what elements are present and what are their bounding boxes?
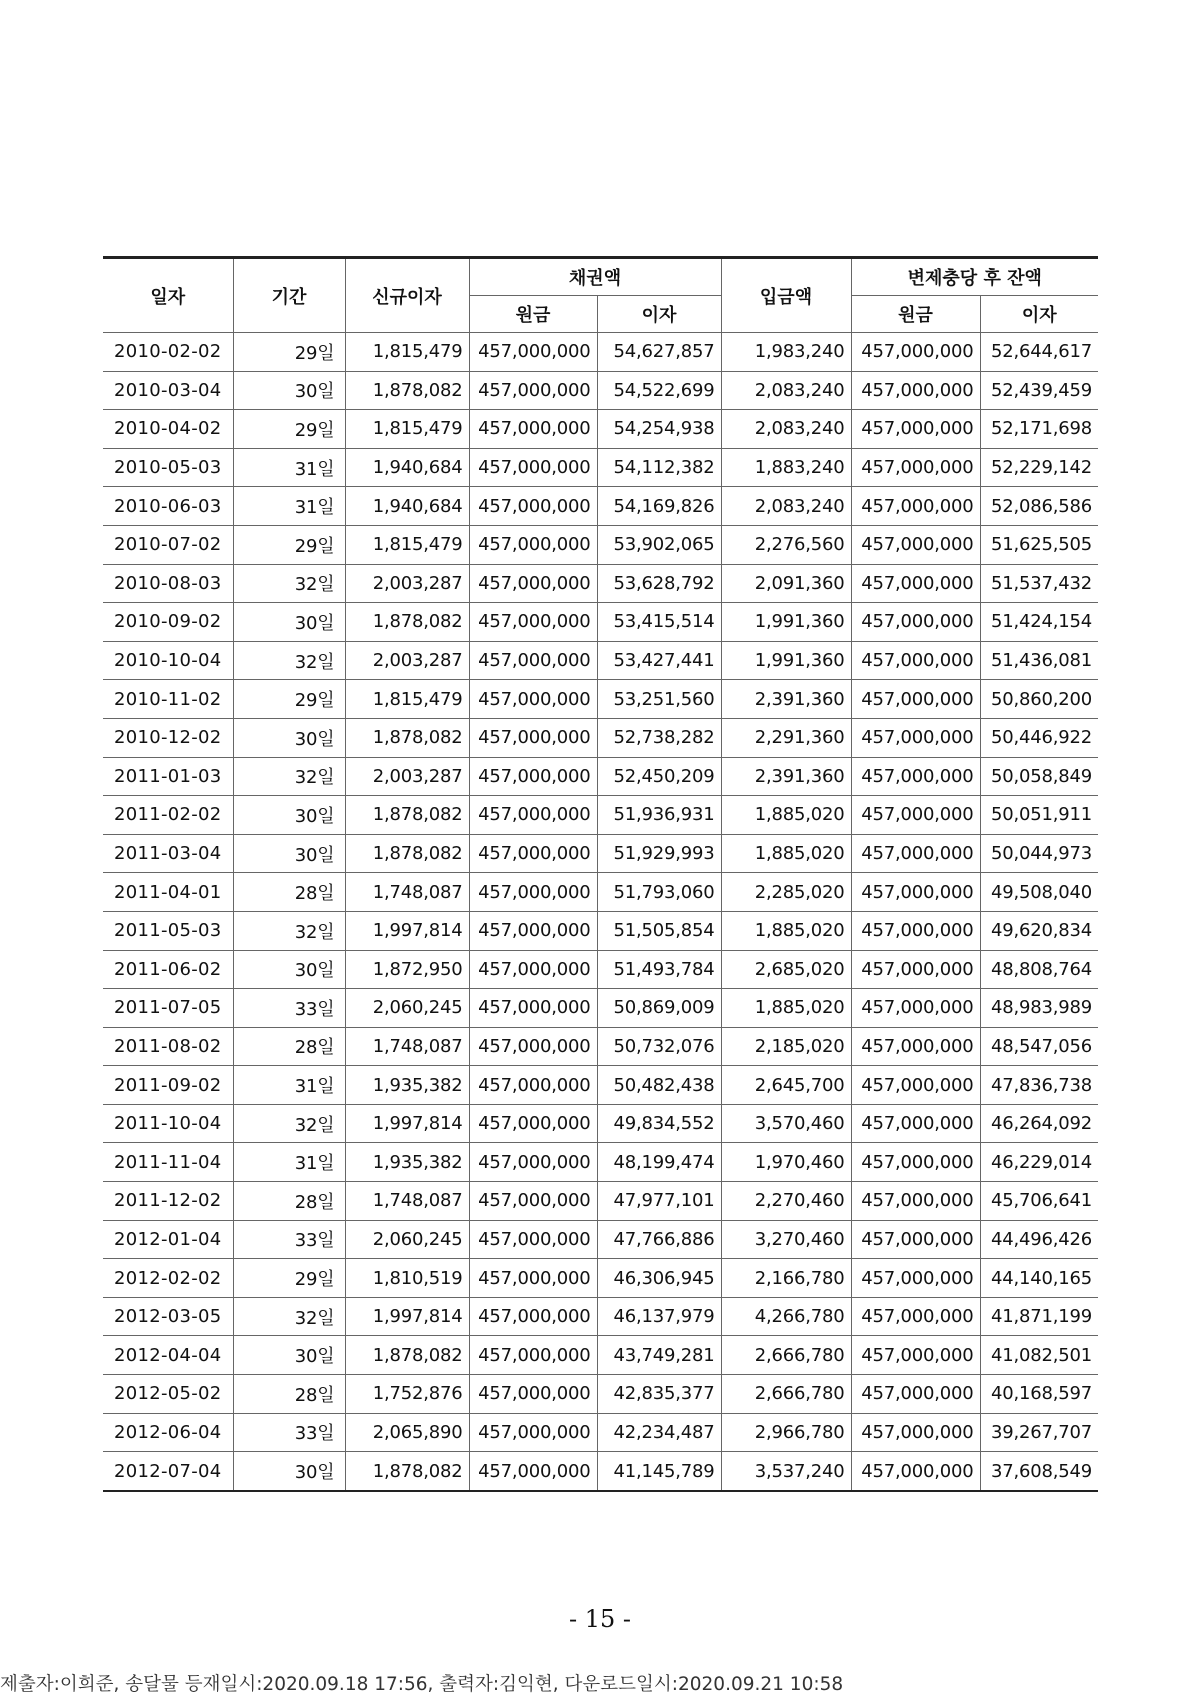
deposit-cell: 1,885,020: [721, 911, 851, 950]
period-cell: 32일: [233, 564, 345, 603]
date-cell: 2011-11-04: [103, 1143, 233, 1182]
balance-interest-cell: 52,439,459: [980, 371, 1098, 410]
claim-interest-cell: 51,929,993: [597, 834, 721, 873]
claim-interest-cell: 47,977,101: [597, 1182, 721, 1221]
date-cell: 2010-11-02: [103, 680, 233, 719]
deposit-cell: 2,666,780: [721, 1375, 851, 1414]
deposit-cell: 2,966,780: [721, 1413, 851, 1452]
deposit-cell: 2,185,020: [721, 1027, 851, 1066]
date-cell: 2011-04-01: [103, 873, 233, 912]
deposit-cell: 2,166,780: [721, 1259, 851, 1298]
claim-principal-cell: 457,000,000: [469, 1297, 597, 1336]
period-cell: 30일: [233, 1452, 345, 1491]
balance-interest-cell: 44,496,426: [980, 1220, 1098, 1259]
table-row: [103, 641, 1098, 680]
claim-interest-cell: 53,628,792: [597, 564, 721, 603]
new-interest-cell: 1,935,382: [345, 1066, 469, 1105]
table-row: [103, 911, 1098, 950]
balance-interest-cell: 47,836,738: [980, 1066, 1098, 1105]
claim-principal-cell: 457,000,000: [469, 796, 597, 835]
date-cell: 2011-06-02: [103, 950, 233, 989]
period-cell: 31일: [233, 1066, 345, 1105]
new-interest-cell: 1,878,082: [345, 718, 469, 757]
new-interest-cell: 1,878,082: [345, 371, 469, 410]
balance-principal-cell: 457,000,000: [851, 1066, 980, 1105]
claim-interest-cell: 53,427,441: [597, 641, 721, 680]
claim-interest-cell: 54,254,938: [597, 410, 721, 449]
period-cell: 29일: [233, 333, 345, 372]
table-row: [103, 1452, 1098, 1491]
new-interest-cell: 1,752,876: [345, 1375, 469, 1414]
balance-interest-cell: 50,044,973: [980, 834, 1098, 873]
claim-principal-cell: 457,000,000: [469, 1066, 597, 1105]
ledger-body: [103, 333, 1098, 1491]
date-cell: 2010-10-04: [103, 641, 233, 680]
claim-principal-cell: 457,000,000: [469, 989, 597, 1028]
balance-principal-cell: 457,000,000: [851, 1182, 980, 1221]
deposit-cell: 1,983,240: [721, 333, 851, 372]
new-interest-cell: 1,748,087: [345, 873, 469, 912]
new-interest-cell: 1,872,950: [345, 950, 469, 989]
claim-principal-cell: 457,000,000: [469, 950, 597, 989]
table-row: [103, 757, 1098, 796]
header-deposit: 입금액: [721, 258, 851, 333]
period-cell: 30일: [233, 950, 345, 989]
balance-principal-cell: 457,000,000: [851, 1413, 980, 1452]
claim-principal-cell: 457,000,000: [469, 873, 597, 912]
date-cell: 2010-03-04: [103, 371, 233, 410]
balance-interest-cell: 51,625,505: [980, 525, 1098, 564]
header-claim-interest: 이자: [597, 296, 721, 333]
table-row: [103, 873, 1098, 912]
balance-principal-cell: 457,000,000: [851, 1336, 980, 1375]
new-interest-cell: 1,997,814: [345, 1297, 469, 1336]
deposit-cell: 2,270,460: [721, 1182, 851, 1221]
table-row: [103, 1027, 1098, 1066]
table-row: [103, 989, 1098, 1028]
deposit-cell: 1,885,020: [721, 989, 851, 1028]
header-new-interest: 신규이자: [345, 258, 469, 333]
balance-interest-cell: 46,264,092: [980, 1104, 1098, 1143]
new-interest-cell: 1,810,519: [345, 1259, 469, 1298]
claim-principal-cell: 457,000,000: [469, 1027, 597, 1066]
claim-interest-cell: 46,137,979: [597, 1297, 721, 1336]
table-row: [103, 1182, 1098, 1221]
header-balance-after: 변제충당 후 잔액: [851, 258, 1098, 296]
balance-principal-cell: 457,000,000: [851, 718, 980, 757]
new-interest-cell: 2,003,287: [345, 757, 469, 796]
balance-principal-cell: 457,000,000: [851, 1220, 980, 1259]
date-cell: 2010-12-02: [103, 718, 233, 757]
table-row: [103, 718, 1098, 757]
balance-principal-cell: 457,000,000: [851, 911, 980, 950]
claim-principal-cell: 457,000,000: [469, 1375, 597, 1414]
interest-ledger-table: [103, 256, 1098, 1492]
claim-principal-cell: 457,000,000: [469, 641, 597, 680]
date-cell: 2012-07-04: [103, 1452, 233, 1491]
new-interest-cell: 1,815,479: [345, 525, 469, 564]
claim-principal-cell: 457,000,000: [469, 1220, 597, 1259]
table-row: [103, 796, 1098, 835]
deposit-cell: 1,885,020: [721, 834, 851, 873]
period-cell: 32일: [233, 641, 345, 680]
balance-principal-cell: 457,000,000: [851, 1297, 980, 1336]
new-interest-cell: 1,815,479: [345, 333, 469, 372]
claim-interest-cell: 51,936,931: [597, 796, 721, 835]
balance-interest-cell: 49,508,040: [980, 873, 1098, 912]
header-date: 일자: [103, 258, 233, 333]
date-cell: 2010-04-02: [103, 410, 233, 449]
date-cell: 2010-08-03: [103, 564, 233, 603]
balance-interest-cell: 52,171,698: [980, 410, 1098, 449]
claim-interest-cell: 41,145,789: [597, 1452, 721, 1491]
deposit-cell: 3,270,460: [721, 1220, 851, 1259]
deposit-cell: 3,537,240: [721, 1452, 851, 1491]
header-balance-principal: 원금: [851, 296, 980, 333]
balance-interest-cell: 44,140,165: [980, 1259, 1098, 1298]
period-cell: 30일: [233, 834, 345, 873]
date-cell: 2011-12-02: [103, 1182, 233, 1221]
table-row: [103, 564, 1098, 603]
claim-interest-cell: 51,505,854: [597, 911, 721, 950]
new-interest-cell: 1,878,082: [345, 834, 469, 873]
deposit-cell: 2,083,240: [721, 487, 851, 526]
deposit-cell: 1,970,460: [721, 1143, 851, 1182]
period-cell: 32일: [233, 1297, 345, 1336]
date-cell: 2011-08-02: [103, 1027, 233, 1066]
claim-interest-cell: 53,415,514: [597, 603, 721, 642]
balance-principal-cell: 457,000,000: [851, 410, 980, 449]
new-interest-cell: 2,003,287: [345, 564, 469, 603]
claim-principal-cell: 457,000,000: [469, 680, 597, 719]
date-cell: 2011-07-05: [103, 989, 233, 1028]
claim-principal-cell: 457,000,000: [469, 757, 597, 796]
table-row: [103, 950, 1098, 989]
claim-interest-cell: 54,627,857: [597, 333, 721, 372]
new-interest-cell: 1,940,684: [345, 487, 469, 526]
period-cell: 29일: [233, 525, 345, 564]
claim-principal-cell: 457,000,000: [469, 564, 597, 603]
date-cell: 2010-09-02: [103, 603, 233, 642]
balance-principal-cell: 457,000,000: [851, 1104, 980, 1143]
claim-interest-cell: 54,169,826: [597, 487, 721, 526]
period-cell: 30일: [233, 796, 345, 835]
deposit-cell: 2,091,360: [721, 564, 851, 603]
balance-interest-cell: 39,267,707: [980, 1413, 1098, 1452]
new-interest-cell: 1,748,087: [345, 1182, 469, 1221]
balance-interest-cell: 50,058,849: [980, 757, 1098, 796]
period-cell: 32일: [233, 1104, 345, 1143]
claim-interest-cell: 48,199,474: [597, 1143, 721, 1182]
balance-interest-cell: 41,871,199: [980, 1297, 1098, 1336]
period-cell: 33일: [233, 1413, 345, 1452]
balance-interest-cell: 41,082,501: [980, 1336, 1098, 1375]
balance-principal-cell: 457,000,000: [851, 873, 980, 912]
balance-principal-cell: 457,000,000: [851, 1259, 980, 1298]
table-row: [103, 333, 1098, 372]
date-cell: 2012-04-04: [103, 1336, 233, 1375]
deposit-cell: 2,645,700: [721, 1066, 851, 1105]
deposit-cell: 2,391,360: [721, 680, 851, 719]
balance-principal-cell: 457,000,000: [851, 680, 980, 719]
table-row: [103, 1104, 1098, 1143]
balance-principal-cell: 457,000,000: [851, 950, 980, 989]
balance-interest-cell: 52,644,617: [980, 333, 1098, 372]
table-row: [103, 1413, 1098, 1452]
claim-interest-cell: 49,834,552: [597, 1104, 721, 1143]
date-cell: 2011-02-02: [103, 796, 233, 835]
claim-principal-cell: 457,000,000: [469, 603, 597, 642]
balance-interest-cell: 48,808,764: [980, 950, 1098, 989]
claim-interest-cell: 42,835,377: [597, 1375, 721, 1414]
deposit-cell: 2,291,360: [721, 718, 851, 757]
balance-principal-cell: 457,000,000: [851, 1452, 980, 1491]
date-cell: 2010-07-02: [103, 525, 233, 564]
balance-interest-cell: 46,229,014: [980, 1143, 1098, 1182]
balance-principal-cell: 457,000,000: [851, 603, 980, 642]
claim-interest-cell: 47,766,886: [597, 1220, 721, 1259]
balance-interest-cell: 49,620,834: [980, 911, 1098, 950]
period-cell: 29일: [233, 410, 345, 449]
balance-principal-cell: 457,000,000: [851, 796, 980, 835]
claim-principal-cell: 457,000,000: [469, 834, 597, 873]
deposit-cell: 2,083,240: [721, 410, 851, 449]
period-cell: 33일: [233, 1220, 345, 1259]
balance-interest-cell: 40,168,597: [980, 1375, 1098, 1414]
period-cell: 28일: [233, 1375, 345, 1414]
period-cell: 31일: [233, 448, 345, 487]
new-interest-cell: 1,878,082: [345, 796, 469, 835]
new-interest-cell: 1,935,382: [345, 1143, 469, 1182]
table-row: [103, 1066, 1098, 1105]
new-interest-cell: 1,878,082: [345, 1452, 469, 1491]
balance-principal-cell: 457,000,000: [851, 641, 980, 680]
claim-principal-cell: 457,000,000: [469, 911, 597, 950]
balance-interest-cell: 50,860,200: [980, 680, 1098, 719]
new-interest-cell: 1,997,814: [345, 1104, 469, 1143]
date-cell: 2012-03-05: [103, 1297, 233, 1336]
balance-interest-cell: 50,051,911: [980, 796, 1098, 835]
deposit-cell: 3,570,460: [721, 1104, 851, 1143]
table-row: [103, 525, 1098, 564]
balance-principal-cell: 457,000,000: [851, 1143, 980, 1182]
date-cell: 2011-05-03: [103, 911, 233, 950]
footer-watermark: 제출자:이희준, 송달물 등재일시:2020.09.18 17:56, 출력자:김익현, 다운로드일시:2020.09.21 10:58: [0, 1674, 844, 1695]
claim-principal-cell: 457,000,000: [469, 487, 597, 526]
claim-interest-cell: 43,749,281: [597, 1336, 721, 1375]
balance-interest-cell: 50,446,922: [980, 718, 1098, 757]
claim-principal-cell: 457,000,000: [469, 371, 597, 410]
claim-principal-cell: 457,000,000: [469, 1259, 597, 1298]
header-period: 기간: [233, 258, 345, 333]
period-cell: 31일: [233, 1143, 345, 1182]
period-cell: 28일: [233, 1182, 345, 1221]
date-cell: 2012-06-04: [103, 1413, 233, 1452]
new-interest-cell: 1,748,087: [345, 1027, 469, 1066]
claim-interest-cell: 52,450,209: [597, 757, 721, 796]
new-interest-cell: 1,815,479: [345, 680, 469, 719]
period-cell: 30일: [233, 1336, 345, 1375]
balance-principal-cell: 457,000,000: [851, 333, 980, 372]
balance-interest-cell: 52,086,586: [980, 487, 1098, 526]
period-cell: 28일: [233, 873, 345, 912]
new-interest-cell: 2,060,245: [345, 1220, 469, 1259]
balance-principal-cell: 457,000,000: [851, 834, 980, 873]
balance-interest-cell: 45,706,641: [980, 1182, 1098, 1221]
claim-interest-cell: 51,493,784: [597, 950, 721, 989]
date-cell: 2011-09-02: [103, 1066, 233, 1105]
header-balance-interest: 이자: [980, 296, 1098, 333]
claim-interest-cell: 51,793,060: [597, 873, 721, 912]
claim-principal-cell: 457,000,000: [469, 1336, 597, 1375]
claim-interest-cell: 50,732,076: [597, 1027, 721, 1066]
claim-interest-cell: 54,112,382: [597, 448, 721, 487]
claim-interest-cell: 46,306,945: [597, 1259, 721, 1298]
period-cell: 32일: [233, 911, 345, 950]
date-cell: 2012-01-04: [103, 1220, 233, 1259]
claim-principal-cell: 457,000,000: [469, 1104, 597, 1143]
header-claim-amount: 채권액: [469, 258, 721, 296]
new-interest-cell: 2,003,287: [345, 641, 469, 680]
balance-principal-cell: 457,000,000: [851, 1375, 980, 1414]
balance-interest-cell: 52,229,142: [980, 448, 1098, 487]
new-interest-cell: 2,060,245: [345, 989, 469, 1028]
table-row: [103, 1297, 1098, 1336]
date-cell: 2012-05-02: [103, 1375, 233, 1414]
deposit-cell: 1,885,020: [721, 796, 851, 835]
table-row: [103, 1143, 1098, 1182]
new-interest-cell: 1,815,479: [345, 410, 469, 449]
deposit-cell: 1,991,360: [721, 603, 851, 642]
claim-interest-cell: 50,869,009: [597, 989, 721, 1028]
balance-principal-cell: 457,000,000: [851, 371, 980, 410]
deposit-cell: 2,666,780: [721, 1336, 851, 1375]
deposit-cell: 2,285,020: [721, 873, 851, 912]
balance-principal-cell: 457,000,000: [851, 757, 980, 796]
balance-interest-cell: 51,537,432: [980, 564, 1098, 603]
period-cell: 29일: [233, 1259, 345, 1298]
table-row: [103, 448, 1098, 487]
balance-interest-cell: 48,983,989: [980, 989, 1098, 1028]
new-interest-cell: 1,940,684: [345, 448, 469, 487]
table-row: [103, 371, 1098, 410]
claim-principal-cell: 457,000,000: [469, 525, 597, 564]
date-cell: 2010-02-02: [103, 333, 233, 372]
date-cell: 2010-06-03: [103, 487, 233, 526]
deposit-cell: 1,991,360: [721, 641, 851, 680]
claim-principal-cell: 457,000,000: [469, 410, 597, 449]
period-cell: 33일: [233, 989, 345, 1028]
claim-interest-cell: 54,522,699: [597, 371, 721, 410]
balance-interest-cell: 51,424,154: [980, 603, 1098, 642]
balance-principal-cell: 457,000,000: [851, 525, 980, 564]
balance-principal-cell: 457,000,000: [851, 448, 980, 487]
date-cell: 2010-05-03: [103, 448, 233, 487]
balance-principal-cell: 457,000,000: [851, 564, 980, 603]
period-cell: 30일: [233, 718, 345, 757]
claim-interest-cell: 42,234,487: [597, 1413, 721, 1452]
table-row: [103, 680, 1098, 719]
deposit-cell: 2,083,240: [721, 371, 851, 410]
new-interest-cell: 2,065,890: [345, 1413, 469, 1452]
deposit-cell: 1,883,240: [721, 448, 851, 487]
balance-interest-cell: 48,547,056: [980, 1027, 1098, 1066]
balance-interest-cell: 37,608,549: [980, 1452, 1098, 1491]
new-interest-cell: 1,997,814: [345, 911, 469, 950]
claim-principal-cell: 457,000,000: [469, 1182, 597, 1221]
period-cell: 29일: [233, 680, 345, 719]
balance-principal-cell: 457,000,000: [851, 1027, 980, 1066]
claim-principal-cell: 457,000,000: [469, 1413, 597, 1452]
table-row: [103, 1336, 1098, 1375]
table-row: [103, 1259, 1098, 1298]
claim-principal-cell: 457,000,000: [469, 1452, 597, 1491]
claim-principal-cell: 457,000,000: [469, 333, 597, 372]
claim-principal-cell: 457,000,000: [469, 718, 597, 757]
balance-interest-cell: 51,436,081: [980, 641, 1098, 680]
deposit-cell: 2,276,560: [721, 525, 851, 564]
table-row: [103, 410, 1098, 449]
claim-principal-cell: 457,000,000: [469, 1143, 597, 1182]
balance-principal-cell: 457,000,000: [851, 989, 980, 1028]
claim-interest-cell: 52,738,282: [597, 718, 721, 757]
date-cell: 2011-03-04: [103, 834, 233, 873]
claim-interest-cell: 50,482,438: [597, 1066, 721, 1105]
date-cell: 2011-10-04: [103, 1104, 233, 1143]
balance-principal-cell: 457,000,000: [851, 487, 980, 526]
table-row: [103, 603, 1098, 642]
period-cell: 30일: [233, 371, 345, 410]
deposit-cell: 2,685,020: [721, 950, 851, 989]
period-cell: 32일: [233, 757, 345, 796]
claim-principal-cell: 457,000,000: [469, 448, 597, 487]
table-row: [103, 487, 1098, 526]
page-number: - 15 -: [568, 1605, 631, 1633]
claim-interest-cell: 53,902,065: [597, 525, 721, 564]
table-row: [103, 1220, 1098, 1259]
new-interest-cell: 1,878,082: [345, 603, 469, 642]
period-cell: 31일: [233, 487, 345, 526]
header-claim-principal: 원금: [469, 296, 597, 333]
claim-interest-cell: 53,251,560: [597, 680, 721, 719]
date-cell: 2011-01-03: [103, 757, 233, 796]
period-cell: 28일: [233, 1027, 345, 1066]
table-row: [103, 834, 1098, 873]
date-cell: 2012-02-02: [103, 1259, 233, 1298]
new-interest-cell: 1,878,082: [345, 1336, 469, 1375]
table-row: [103, 1375, 1098, 1414]
period-cell: 30일: [233, 603, 345, 642]
deposit-cell: 2,391,360: [721, 757, 851, 796]
deposit-cell: 4,266,780: [721, 1297, 851, 1336]
